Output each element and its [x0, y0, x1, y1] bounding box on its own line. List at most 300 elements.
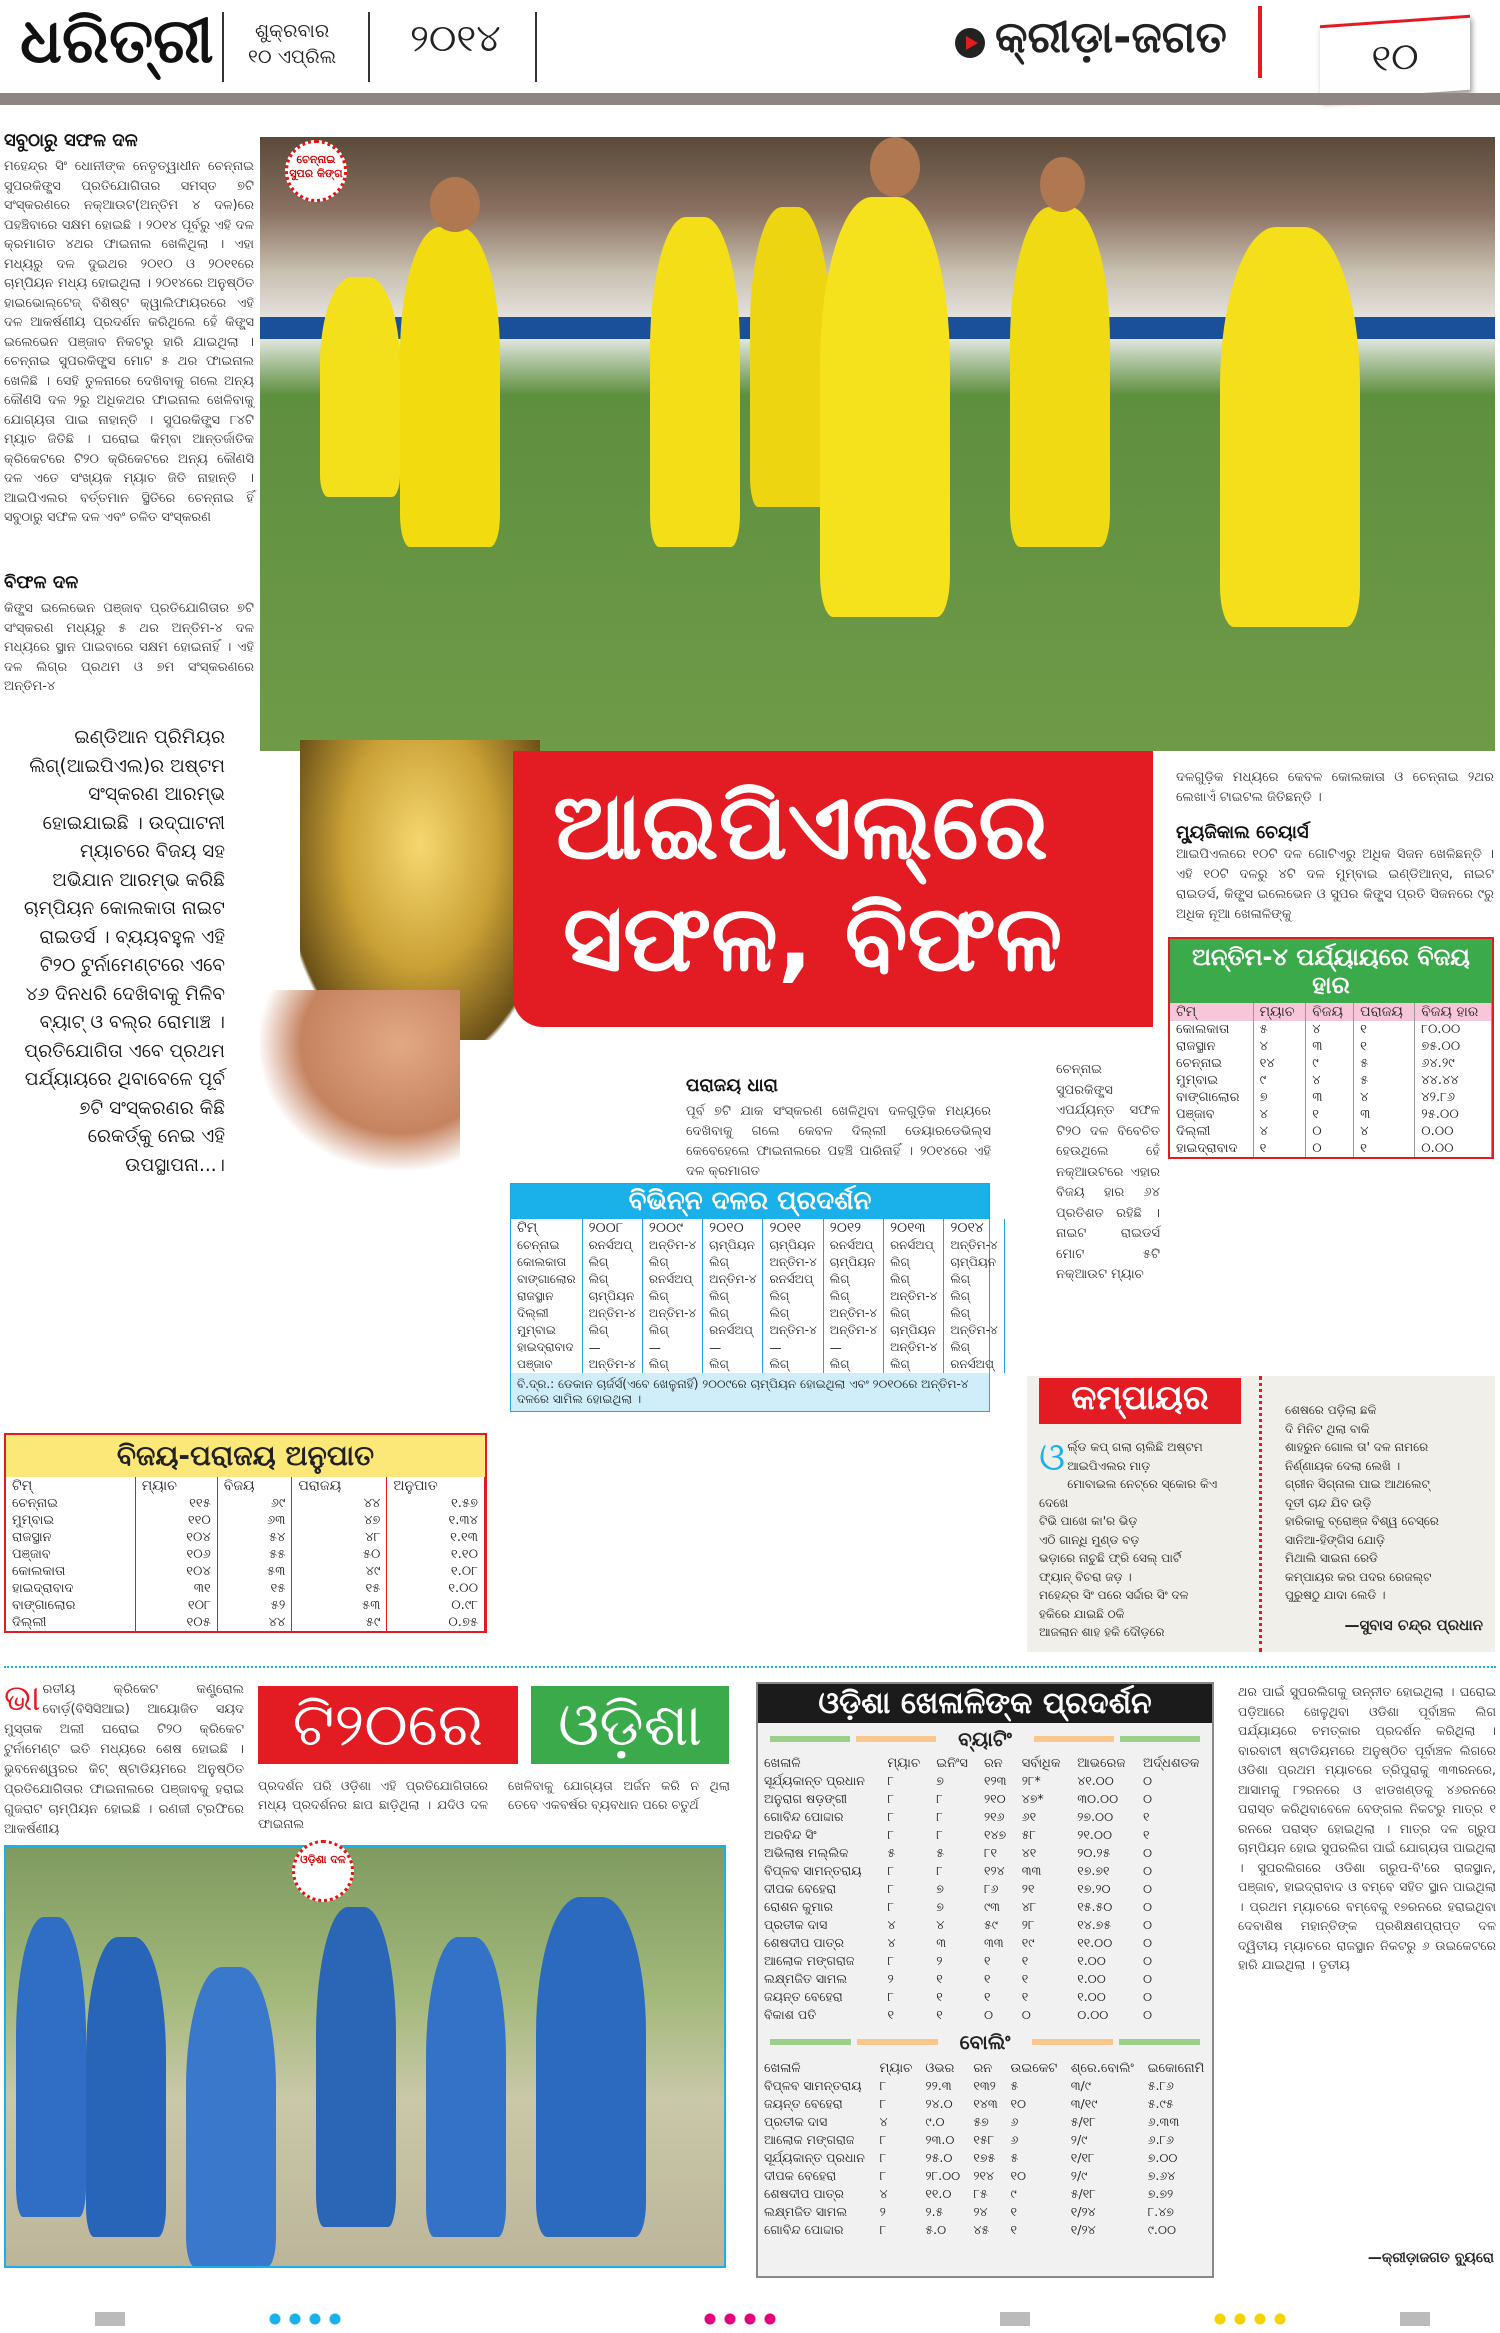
hands-image — [260, 990, 460, 1170]
table-cell: ୨୩.୦ — [925, 2132, 955, 2147]
table-cell: ଗୋବିନ୍ଦ ପୋଦ୍ଦାର — [764, 1809, 844, 1824]
article-chennai-knockout: ଚେନ୍ନାଇ ସୁପରକିଙ୍ଗ୍ସ ଏପର୍ଯ୍ୟନ୍ତ ସଫଳ ଟି୨୦ ଦଳ ବିବେଚିତ ହେଉଥିଲେ ହେଁ ନକ୍‌ଆଉଟରେ ଏହାର ବିଜୟ ହାର ୬୪ ପ୍ରତିଶତ ରହିଛି । ନାଇଟ ରାଇଡର୍ସ ମୋଟ ୫ଟି ନକ୍‌ଆଉଟ ମ୍ୟାଚ — [1056, 1062, 1160, 1282]
table-row — [1170, 1140, 1492, 1157]
table-cell: ୧୧.୦ — [925, 2186, 952, 2201]
table-cell: ୬ — [1010, 2132, 1019, 2147]
table-row — [1170, 1106, 1492, 1123]
table-cell: ୯୩ — [983, 1899, 1000, 1914]
table-row — [1170, 1089, 1492, 1106]
table-cell: ଲିଗ୍ — [763, 1356, 823, 1373]
table-cell: ଲିଗ୍ — [884, 1356, 944, 1373]
divider — [535, 12, 537, 82]
table-cell: ୧୭.୨୦ — [1077, 1881, 1111, 1896]
table-cell: ୦ — [1306, 1123, 1354, 1140]
table-cell: ୦.୯୮ — [387, 1597, 485, 1614]
table-cell: ୬୩ — [217, 1512, 292, 1529]
table-cell: ୩ — [936, 1935, 947, 1950]
column-header: ଉଇକେଟ — [1010, 2061, 1058, 2076]
table-cell: ୪୮ — [292, 1529, 387, 1546]
table-cell: ୧ — [1021, 1971, 1029, 1986]
table-cell: ଲିଗ୍ — [642, 1254, 702, 1271]
table-cell: ୧/୨୪ — [1070, 2204, 1096, 2219]
table-cell: ରନର୍ସଅପ୍ — [944, 1356, 1004, 1373]
table-cell: ୧୫ — [217, 1580, 292, 1597]
table-cell: ଲିଗ୍ — [884, 1271, 944, 1288]
table-cell: ୮ — [879, 2132, 887, 2147]
date: ୧୦ ଏପ୍ରିଲ — [248, 46, 337, 68]
table-cell: ୫୫ — [217, 1546, 292, 1563]
page-number: ୧୦ — [1320, 15, 1470, 100]
table-cell: ୦ — [1142, 1899, 1153, 1914]
table-row — [758, 2113, 1212, 2131]
table-cell: ଦିଲ୍ଲୀ — [511, 1305, 582, 1322]
bowling-label-row — [758, 2024, 1212, 2060]
table-cell: ୪ — [879, 2114, 888, 2129]
table-row — [6, 1495, 485, 1512]
table-cell: ୧୪୭ — [983, 1827, 1007, 1842]
poem-line: ହକିରେ ଯାଇଛି ଠକି — [1039, 1606, 1125, 1621]
table-cell: ହାଇଦ୍ରାବାଦ — [1170, 1140, 1253, 1157]
table-cell: ଶେଷଦୀପ ପାତ୍ର — [764, 1935, 845, 1950]
table-cell: ଲିଗ୍ — [944, 1305, 1004, 1322]
article-body: ମହେନ୍ଦ୍ର ସିଂ ଧୋନୀଙ୍କ ନେତୃତ୍ୱାଧୀନ ଚେନ୍ନାଇ ସୁପରକିଙ୍ଗ୍ସ ପ୍ରତିଯୋଗିତାର ସମସ୍ତ ୭ଟି ସଂସ୍କରଣରେ ନକ୍‌ଆଉଟ(ଅନ୍ତିମ ୪ ଦଳ)ରେ ପହଞ୍ଚିବାରେ ସକ୍ଷମ ହୋଇଛି । ୨୦୧୪ ପୂର୍ବରୁ ଏହି ଦଳ କ୍ରମାଗତ ୪ଥର ଫାଇନାଲ ଖେଳିଥିଲା । ଏହା ମଧ୍ୟରୁ ଦଳ ଦୁଇଥର ୨୦୧୦ ଓ ୨୦୧୧ରେ ଚାମ୍ପିୟନ ମଧ୍ୟ ହୋଇଥିଲା । ୨୦୧୪ରେ ଅନୁଷ୍ଠିତ ହାଇଭୋଲ୍ଟେଜ୍ ବିଶିଷ୍ଟ କ୍ୱାଲିଫାୟରରେ ଏହି ଦଳ ଆକର୍ଷଣୀୟ ପ୍ରଦର୍ଶନ କରିଥିଲେ ହେଁ କିଙ୍ଗ୍ସ ଇଲେଭେନ ପଞ୍ଜାବ ନିକଟରୁ ହାରି ଯାଇଥିଲା । ଚେନ୍ନାଇ ସୁପରକିଙ୍ଗ୍ସ ମୋଟ ୫ ଥର ଫାଇନାଲ ଖେଳିଛି । ସେହି ତୁଳନାରେ ଦେଖିବାକୁ ଗଲେ ଅନ୍ୟ କୌଣସି ଦଳ ୨ରୁ ଅଧିକଥର ଫାଇନାଲ ଖେଳିବାକୁ ଯୋଗ୍ୟତା ପାଇ ନାହାନ୍ତି । ସୁପରକିଙ୍ଗ୍ସ ୮୪ଟି ମ୍ୟାଚ ଜିତିଛି । ଘରୋଇ କିମ୍ବା ଆନ୍ତର୍ଜାତିକ କ୍ରିକେଟରେ ଟି୨୦ କ୍ରିକେଟରେ ଅନ୍ୟ କୌଣସି ଦଳ ଏତେ ସଂଖ୍ୟକ ମ୍ୟାଚ ଜିତି ନାହାନ୍ତି । ଆଇପିଏଲର ବର୍ତ୍ତମାନ ସ୍ଥିତିରେ ଚେନ୍ନାଇ ହିଁ ସବୁଠାରୁ ସଫଳ ଦଳ ଏବଂ ଚଳିତ ସଂସ୍କରଣ — [4, 159, 254, 525]
table-cell: ବାଙ୍ଗାଲୋର — [1170, 1089, 1253, 1106]
table-cell: ୧ — [1354, 1021, 1415, 1038]
table-cell: ୧.୦୮ — [387, 1563, 485, 1580]
odisha-headline-2: ଓଡ଼ିଶା — [531, 1686, 729, 1764]
poem-box — [1027, 1376, 1495, 1652]
column-header: ବିଜୟ — [217, 1477, 292, 1495]
table-cell: ୧୪ — [1253, 1055, 1306, 1072]
column-header: ଅନୁପାତ — [387, 1477, 485, 1495]
table-cell: ୧୩୨ — [973, 2078, 996, 2093]
column-header: ମ୍ୟାଚ — [135, 1477, 217, 1495]
table-cell: ୩ — [1354, 1106, 1415, 1123]
table-row — [1170, 1038, 1492, 1055]
table-cell: ୬୯ — [217, 1495, 292, 1512]
table-row — [758, 2077, 1212, 2095]
table-cell: ୧/୨୪ — [1070, 2222, 1096, 2237]
table-cell: ୧ — [1354, 1140, 1415, 1157]
table-cell: ୦ — [1142, 1989, 1153, 2004]
table-cell: ୪୯ — [292, 1563, 387, 1580]
table-cell: ଲିଗ୍ — [763, 1288, 823, 1305]
table-cell: ୨୪ — [973, 2204, 988, 2219]
table-cell: ୧୦୫ — [135, 1614, 217, 1631]
table-cell: ୮ — [887, 1953, 894, 1968]
table-cell: ୪ — [936, 1917, 945, 1932]
subheading: ପରାଜୟ ଧାରା — [686, 1075, 778, 1096]
article-titles — [1176, 768, 1494, 925]
table-cell: ଅନ୍ତିମ-୪ — [944, 1322, 1004, 1339]
byline: —କ୍ରୀଡ଼ାଜଗତ ବ୍ୟୁରୋ — [1367, 2250, 1494, 2266]
poem-line: ଶେଷରେ ପଡ଼ିଲା ଛକି — [1285, 1403, 1377, 1417]
divider — [222, 12, 224, 82]
table-cell: ୭.୦୦ — [1147, 2150, 1178, 2165]
table-cell: ଲିଗ୍ — [884, 1305, 944, 1322]
table-cell: ୨୧୪ — [973, 2168, 995, 2183]
table-cell: ୮ — [887, 1791, 894, 1806]
divider — [1259, 1376, 1262, 1652]
table-cell: ୧୪୩ — [973, 2096, 998, 2111]
table-cell: ଚାମ୍ପିୟନ — [763, 1237, 823, 1254]
table-cell: ୩ — [1306, 1038, 1354, 1055]
table-cell: ୪ — [887, 1935, 896, 1950]
table-cell: ୧୧୫ — [135, 1495, 217, 1512]
article-body: ରତୀୟ କ୍ରିକେଟ କଣ୍ଟ୍ରୋଲ ବୋର୍ଡ଼(ବିସିସିଆଇ) ଆୟୋଜିତ ସୟଦ ମୁସ୍ତାକ ଅଲୀ ଘରୋଇ ଟି୨୦ କ୍ରିକେଟ ଟୁର୍ନାମେଣ୍ଟ ଇତି ମଧ୍ୟରେ ଶେଷ ହୋଇଛି । ଭୁବନେଶ୍ୱରର କିଟ୍ ଷ୍ଟାଡିୟମରେ ଅନୁଷ୍ଠିତ ପ୍ରତିଯୋଗିତାର ଫାଇନାଲରେ ପଞ୍ଜାବକୁ ହରାଇ ଗୁଜରାଟ ଚାମ୍ପିୟନ ହୋଇଛି । ରଣଜୀ ଟ୍ରଫିରେ ଆକର୍ଷଣୀୟ — [4, 1682, 244, 1837]
column-header: ରନ — [983, 1756, 1003, 1771]
article-body: କିଙ୍ଗ୍ସ ଇଲେଭେନ ପଞ୍ଜାବ ପ୍ରତିଯୋଗିତାର ୭ଟି ସଂସ୍କରଣ ମଧ୍ୟରୁ ୫ ଥର ଅନ୍ତିମ-୪ ଦଳ ମଧ୍ୟରେ ସ୍ଥାନ ପାଇବାରେ ସକ୍ଷମ ହୋଇନାହିଁ । ଏହି ଦଳ ଲିଗ୍‌ର ପ୍ରଥମ ଓ ୭ମ ସଂସ୍କରଣରେ ଅନ୍ତିମ-୪ — [4, 601, 254, 694]
table-cell: — — [582, 1339, 642, 1356]
header-rule — [0, 93, 1500, 105]
table-header-row — [758, 1755, 1212, 1772]
subheading: ସବୁଠାରୁ ସଫଳ ଦଳ — [4, 130, 138, 151]
table-cell: ୦ — [1142, 1971, 1153, 1986]
table-cell: ୪୪ — [217, 1614, 292, 1631]
table-row — [758, 2095, 1212, 2113]
table-cell: ୩୦.୦୦ — [1077, 1791, 1119, 1806]
column-header: ୨୦୧୧ — [763, 1219, 823, 1237]
table-cell: ଚାମ୍ପିୟନ — [703, 1237, 763, 1254]
column-header: ମ୍ୟାଚ — [1253, 1003, 1306, 1021]
column-header: ୨୦୧୪ — [944, 1219, 1004, 1237]
day: ଶୁକ୍ରବାର — [254, 20, 330, 42]
table-cell: ୯.୦୦ — [1147, 2222, 1177, 2237]
table-cell: ୪୭* — [1021, 1791, 1044, 1806]
table-cell: ୫ — [1010, 2150, 1019, 2165]
table-cell: ୫୮ — [1021, 1827, 1037, 1842]
table-cell: ୮ — [887, 1827, 894, 1842]
table-cell: ୧ — [1142, 1809, 1150, 1824]
article-body: ପୂର୍ବ ୭ଟି ଯାକ ସଂସ୍କରଣ ଖେଳିଥିବା ଦଳଗୁଡ଼ିକ ମଧ୍ୟରେ ଦେଖିବାକୁ ଗଲେ କେବଳ ଦିଲ୍ଲୀ ଡେୟାରଡେଭିଲ୍ସ କେବେହେଲେ ଫାଇନାଲରେ ପହଞ୍ଚି ପାରିନାହିଁ । ୨୦୧୪ରେ ଏହି ଦଳ କ୍ରମାଗତ — [686, 1104, 991, 1179]
play-icon — [955, 28, 985, 58]
table-cell: ୧୨୩ — [983, 1773, 1007, 1788]
table-cell: ୮ — [887, 1989, 894, 2004]
table-cell: ୨୫.୦୦ — [1415, 1106, 1492, 1123]
table-cell: ଲିଗ୍ — [884, 1254, 944, 1271]
table-cell: ଲିଗ୍ — [642, 1288, 702, 1305]
odisha-players-table — [756, 1682, 1214, 2278]
knockout-win-rate-table — [1168, 937, 1494, 1159]
table-cell: ୨/୯ — [1070, 2168, 1088, 2183]
masthead-logo: ଧରିତ୍ରୀ — [20, 4, 214, 77]
table-cell: ୩ — [1306, 1089, 1354, 1106]
table-cell: ୦ — [1021, 2007, 1031, 2022]
table-row — [511, 1288, 1004, 1305]
table-cell: ୧ — [1306, 1106, 1354, 1123]
table-cell: ୫୭ — [973, 2114, 989, 2129]
table-cell: ୩୩ — [1021, 1863, 1042, 1878]
table-cell: ଲିଗ୍ — [944, 1271, 1004, 1288]
lead-headline-box — [513, 751, 1153, 1027]
table-cell: ସୂର୍ଯ୍ୟକାନ୍ତ ପ୍ରଧାନ — [764, 2150, 865, 2165]
table-cell: ୮ — [879, 2078, 887, 2093]
article-body: ଆଇପିଏଲରେ ୧୦ଟି ଦଳ ଗୋଟିଏରୁ ଅଧିକ ସିଜନ ଖେଳିଛନ୍ତି । ଏହି ୧୦ଟି ଦଳରୁ ୪ଟି ଦଳ ମୁମ୍ବାଇ ଇଣ୍ଡିଆନ୍ସ, ନାଇଟ ରାଇଡର୍ସ, କିଙ୍ଗ୍ସ ଇଲେଭେନ ଓ ସୁପର କିଙ୍ଗ୍ସ ପ୍ରତି ସିଜନରେ ୯ରୁ ଅଧିକ ନୂଆ ଖେଳାଳିଙ୍କୁ — [1176, 847, 1494, 922]
poem-line: ମୋବାଇଲ ନେଟ୍‌ରେ ସ୍କୋର କିଏ ଦେଖେ — [1039, 1477, 1218, 1510]
article-failed-team — [4, 572, 254, 697]
table-cell: ଅନ୍ତିମ-୪ — [582, 1356, 642, 1373]
table-cell: ୬.୮୬ — [1147, 2132, 1174, 2147]
table-cell: ୭୫.୦୦ — [1415, 1038, 1492, 1055]
table-cell: ୮ — [879, 2168, 887, 2183]
table-cell: ୧ — [887, 2007, 894, 2022]
table-cell: ଅନ୍ତିମ-୪ — [763, 1322, 823, 1339]
table-cell: ୯ — [1253, 1072, 1306, 1089]
table-row — [511, 1254, 1004, 1271]
table-cell: ୫୦ — [292, 1546, 387, 1563]
table-cell: ଚାମ୍ପିୟନ — [944, 1254, 1004, 1271]
poem-line: ଦୂତୀ ଚାନ୍ଦ ଯିବ ଉଡ଼ି — [1285, 1495, 1372, 1510]
table-cell: ୨୧ — [1021, 1881, 1035, 1896]
table-cell: ୦ — [1142, 2007, 1153, 2022]
column-header: ଖେଳାଳି — [764, 2061, 801, 2076]
table-cell: ୩୩ — [983, 1935, 1004, 1950]
table-row — [758, 1952, 1212, 1970]
table-cell: ୧ — [983, 1971, 991, 1986]
table-cell: ୫/୧୮ — [1070, 2114, 1096, 2129]
table-cell: ଲିଗ୍ — [823, 1356, 883, 1373]
poem-line: ମହେନ୍ଦ୍ର ସିଂ ପରେ ସର୍ଦ୍ଦାର ସିଂ ଦଳ — [1039, 1588, 1189, 1602]
table-cell: ୬୪.୨୯ — [1415, 1055, 1492, 1072]
table-cell: ୮୫ — [973, 2186, 988, 2201]
table-cell: ୫୩ — [292, 1597, 387, 1614]
table-cell: ୪ — [1253, 1123, 1306, 1140]
table-cell: ଜୟନ୍ତ ବେହେରା — [764, 1989, 843, 2004]
column-header: ଖେଳାଳି — [764, 1756, 801, 1771]
table-cell: ୧.୧୦ — [387, 1546, 485, 1563]
table-cell: ଅନ୍ତିମ-୪ — [582, 1305, 642, 1322]
table-cell: ୦ — [1142, 1773, 1153, 1788]
table-cell: ଚେନ୍ନାଇ — [6, 1495, 135, 1512]
table-cell: ରନର୍ସଅପ୍ — [763, 1271, 823, 1288]
table-cell: କୋଲକାତା — [511, 1254, 582, 1271]
column-header: ମ୍ୟାଚ — [879, 2061, 913, 2076]
table-cell: ବିକାଶ ପତି — [764, 2007, 817, 2022]
table-cell: ୧୧.୦୦ — [1077, 1935, 1113, 1950]
table-cell: ୫୯ — [983, 1917, 998, 1932]
table-cell: ୪ — [1253, 1106, 1306, 1123]
table-cell: ରୋଶନ କୁମାର — [764, 1899, 833, 1914]
table-cell: ୫ — [1253, 1021, 1306, 1038]
poem-line: ର୍ଲ୍ଡ କପ୍ ଗଲା ଚାଲିଛି ଅଷ୍ଟମ — [1067, 1440, 1203, 1454]
column-header: ପରାଜୟ — [1354, 1003, 1415, 1021]
table-cell: ୭ — [1253, 1089, 1306, 1106]
table-cell: ଗୋବିନ୍ଦ ପୋଦ୍ଦାର — [764, 2222, 844, 2237]
column-header: ଟିମ୍ — [511, 1219, 582, 1237]
table-cell: ବିପ୍ଳବ ସାମନ୍ତରାୟ — [764, 2078, 862, 2093]
table-cell: ୨୦.୨୫ — [1077, 1845, 1111, 1860]
divider — [1258, 6, 1262, 78]
table-cell: ୪୪ — [292, 1495, 387, 1512]
table-row — [758, 1916, 1212, 1934]
table-cell: ଲକ୍ଷ୍ମଜିତ ସାମଲ — [764, 2204, 848, 2219]
table-cell: ୧/୧୮ — [1070, 2150, 1095, 2165]
table-cell: ୧ — [1142, 1827, 1150, 1842]
table-cell: ୧୦ — [1010, 2096, 1027, 2111]
lead-photo-csk-team — [260, 137, 1495, 751]
table-row — [511, 1305, 1004, 1322]
table-cell: ୮ — [887, 1773, 894, 1788]
table-cell: ରନର୍ସଅପ୍ — [823, 1237, 883, 1254]
table-cell: ୧୫୮ — [973, 2132, 995, 2147]
table-cell: ୦.୦୦ — [1415, 1140, 1492, 1157]
table-cell: ୫ — [887, 1845, 896, 1860]
table-row — [1170, 1072, 1492, 1089]
article-body: ପ୍ରଦର୍ଶନ ପରି ଓଡ଼ିଶା ଏହି ପ୍ରତିଯୋଗିତାରେ ମଧ୍ୟ ପ୍ରଦର୍ଶନର ଛାପ ଛାଡ଼ିଥିଲା । ଯଦିଓ ଦଳ ଫାଇନାଲ — [258, 1778, 488, 1831]
table-cell: ଆଲୋକ ମଙ୍ଗରାଜ — [764, 1953, 855, 1968]
column-header: ଇକୋନୋମି — [1147, 2061, 1205, 2076]
odisha-team-photo — [4, 1845, 726, 2268]
table-cell: ୧୪.୭୫ — [1077, 1917, 1112, 1932]
table-cell: ଦିଲ୍ଲୀ — [1170, 1123, 1253, 1140]
table-cell: — — [703, 1339, 763, 1356]
column-header: ବିଜୟ ହାର — [1415, 1003, 1492, 1021]
table-cell: ପ୍ରତୀକ ଦାସ — [764, 1917, 828, 1932]
table-cell: ୦ — [983, 2007, 993, 2022]
table-cell: ସୂର୍ଯ୍ୟକାନ୍ତ ପ୍ରଧାନ — [764, 1773, 865, 1788]
table-cell: ୫୩ — [217, 1563, 292, 1580]
table-row — [511, 1271, 1004, 1288]
table-cell: ୭ — [936, 1881, 944, 1896]
table-cell: ୮ — [887, 1809, 894, 1824]
table-cell: ୮୬ — [983, 1881, 999, 1896]
table-cell: ଅନୁରାଗ ଷଡ଼ଙ୍ଗୀ — [764, 1791, 848, 1806]
table-header-row — [1170, 1003, 1492, 1021]
table-cell: ୨୮* — [1021, 1773, 1041, 1788]
table-cell: ୫ — [1010, 2078, 1019, 2093]
table-cell: ୫ — [1354, 1055, 1415, 1072]
table-row — [1170, 1055, 1492, 1072]
table-row — [6, 1614, 485, 1631]
table-cell: ୩୧ — [135, 1580, 217, 1597]
table-cell: ୦.୦୦ — [1415, 1123, 1492, 1140]
table-cell: ୨୫.୦ — [925, 2150, 953, 2165]
batting-label-row — [758, 1723, 1212, 1755]
table-cell: ୦ — [1142, 1917, 1153, 1932]
table-cell: ୧୦୮ — [135, 1597, 217, 1614]
table-cell: ଚେନ୍ନାଇ — [511, 1237, 582, 1254]
table-cell: ୪ — [1354, 1089, 1415, 1106]
table-cell: ୫୨ — [217, 1597, 292, 1614]
drop-cap: ଓ — [1039, 1435, 1066, 1479]
table-title: ବିଜୟ-ପରାଜୟ ଅନୁପାତ — [6, 1435, 485, 1477]
poem-line: ଏଠି ଗାନ୍ଧି ମୁଣ୍ଡ ବଡ଼ — [1039, 1532, 1140, 1547]
table-row — [511, 1237, 1004, 1254]
table-cell: ୮ — [887, 1899, 894, 1914]
table-cell: ୧୦୪ — [135, 1563, 217, 1580]
print-registration-marks — [0, 2300, 1500, 2333]
table-cell: ୭ — [936, 1773, 944, 1788]
table-cell: ଦୀପକ ବେହେରା — [764, 2168, 837, 2183]
table-cell: ୧ — [1021, 1989, 1029, 2004]
table-header-row — [511, 1219, 1004, 1237]
table-cell: ୪୧ — [1021, 1845, 1037, 1860]
table-cell: ୧.୦୦ — [1077, 1971, 1106, 1986]
table-cell: ଲିଗ୍ — [582, 1271, 642, 1288]
table-cell: ୩/୧୯ — [1070, 2096, 1098, 2111]
table-cell: ୫.୮୬ — [1147, 2078, 1174, 2093]
poem-line: ଆଜଲାନ ଶାହ ହକି ଦୌଡ଼ରେ — [1039, 1625, 1165, 1639]
table-cell: ଲିଗ୍ — [823, 1271, 883, 1288]
poem-left — [1039, 1435, 1249, 1642]
article-body: ଖେଳିବାକୁ ଯୋଗ୍ୟତା ଅର୍ଜନ କରି ନ ଥିଲା ତେବେ ଏକବର୍ଷର ବ୍ୟବଧାନ ପରେ ଚତୁର୍ଥ — [508, 1778, 730, 1812]
table-cell: ୧୦ — [1010, 2168, 1027, 2183]
table-cell: ୪୮ — [1021, 1899, 1037, 1914]
table-cell: ୪ — [887, 1917, 896, 1932]
table-cell: ଲିଗ୍ — [944, 1288, 1004, 1305]
table-row — [758, 2167, 1212, 2185]
table-row — [758, 1862, 1212, 1880]
table-row — [758, 1790, 1212, 1808]
table-cell: ଚାମ୍ପିୟନ — [582, 1288, 642, 1305]
table-cell: ୧ — [1354, 1038, 1415, 1055]
table-cell: ରନର୍ସଅପ୍ — [582, 1237, 642, 1254]
table-cell: ୮ — [936, 1863, 943, 1878]
headline-line-1: ଆଇପିଏଲ୍‌ରେ — [553, 773, 1048, 880]
table-cell: କୋଲକାତା — [6, 1563, 135, 1580]
table-cell: ୮୧ — [983, 1845, 997, 1860]
table-cell: ଅନ୍ତିମ-୪ — [642, 1305, 702, 1322]
table-cell: ୮ — [879, 2150, 887, 2165]
table-cell: ୪ — [1306, 1021, 1354, 1038]
table-cell: ୨.୫ — [925, 2204, 944, 2219]
table-row — [6, 1580, 485, 1597]
year: ୨୦୧୪ — [410, 16, 501, 60]
table-row — [758, 1934, 1212, 1952]
poem-line: ସାନିଆ-ହିଙ୍ଗିସ ଯୋଡ଼ି — [1285, 1532, 1385, 1547]
table-cell: ୦ — [1142, 1845, 1153, 1860]
table-cell: ରାଜସ୍ଥାନ — [511, 1288, 582, 1305]
table-cell: ଜୟନ୍ତ ବେହେରା — [764, 2096, 843, 2111]
table-cell: ୮ — [887, 1863, 894, 1878]
table-cell: ୪୫ — [973, 2222, 990, 2237]
table-cell: ବିପ୍ଳବ ସାମନ୍ତରାୟ — [764, 1863, 862, 1878]
table-row — [6, 1512, 485, 1529]
table-cell: ଲିଗ୍ — [642, 1322, 702, 1339]
table-cell: ୫.୦ — [925, 2222, 947, 2237]
table-cell: — — [642, 1339, 702, 1356]
table-cell: ୦ — [1142, 1863, 1153, 1878]
table-cell: ୨୧୬ — [983, 1809, 1005, 1824]
table-cell: ରାଜସ୍ଥାନ — [1170, 1038, 1253, 1055]
table-cell: ରନର୍ସଅପ୍ — [642, 1271, 702, 1288]
table-cell: ୧ — [1010, 2204, 1018, 2219]
column-header: ୨୦୦୯ — [642, 1219, 702, 1237]
table-cell: କୋଲକାତା — [1170, 1021, 1253, 1038]
table-cell: ଲକ୍ଷ୍ମଜିତ ସାମଲ — [764, 1971, 848, 1986]
table-cell: ୯ — [1306, 1055, 1354, 1072]
table-cell: ୪୪.୪୪ — [1415, 1072, 1492, 1089]
odisha-intro — [4, 1680, 244, 1840]
table-cell: ମୁମ୍ବାଇ — [511, 1322, 582, 1339]
table-cell: ୧୧୦ — [135, 1512, 217, 1529]
table-cell: ୦.୦୦ — [1077, 2007, 1109, 2022]
table-cell: ୪୭ — [292, 1512, 387, 1529]
table-cell: ଅନ୍ତିମ-୪ — [823, 1305, 883, 1322]
table-cell: ଅନ୍ତିମ-୪ — [944, 1237, 1004, 1254]
column-header: ୨୦୧୩ — [884, 1219, 944, 1237]
table-cell: ୮.୪୭ — [1147, 2204, 1174, 2219]
table-cell: ୧ — [983, 1953, 991, 1968]
team-performance-table — [510, 1183, 998, 1412]
divider — [368, 12, 370, 82]
table-cell: ଅଭିଲାଷ ମଲ୍ଲିକ — [764, 1845, 849, 1860]
issue-date — [248, 18, 336, 70]
table-cell: ୦ — [1142, 1881, 1153, 1896]
column-header: ଅର୍ଦ୍ଧଶତକ — [1142, 1756, 1200, 1771]
table-cell: ୨ — [936, 1953, 943, 1968]
table-cell: ଲିଗ୍ — [763, 1305, 823, 1322]
